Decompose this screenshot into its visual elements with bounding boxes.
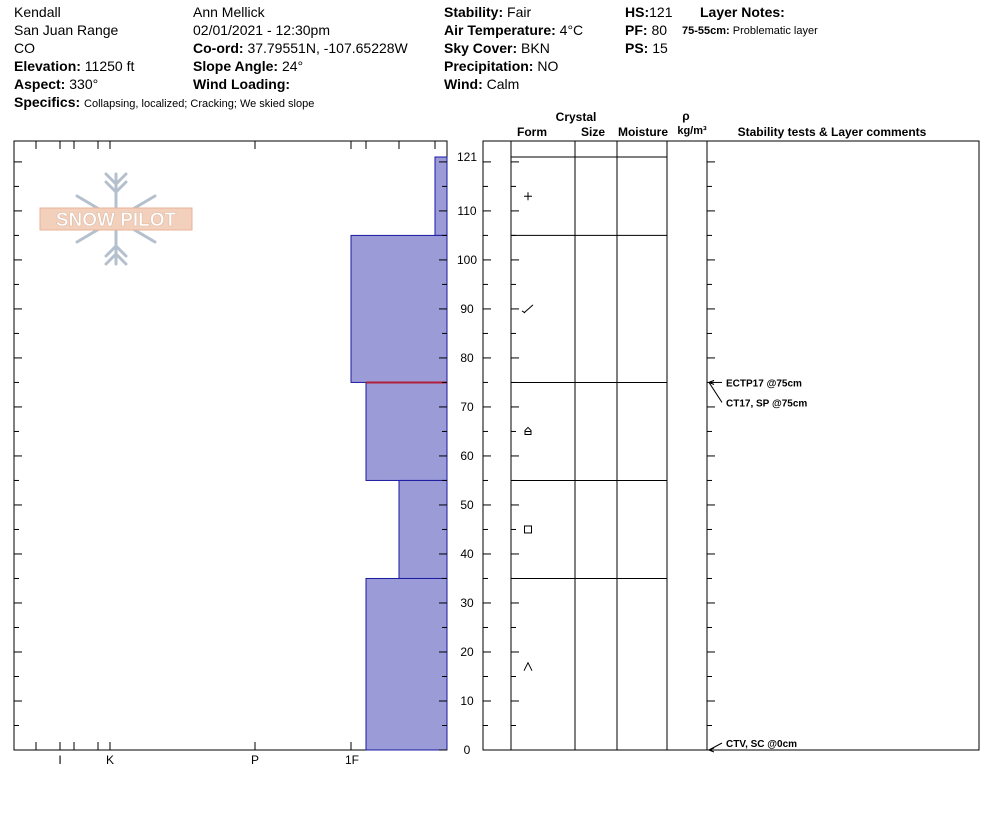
slope-value: 24° xyxy=(281,58,304,74)
layer-note-text: Problematic layer xyxy=(732,25,818,37)
stability-value: Fair xyxy=(507,4,532,20)
ps-value: 15 xyxy=(652,40,668,56)
height-label: 10 xyxy=(460,693,474,708)
hardness-bar xyxy=(351,235,447,382)
height-label: 50 xyxy=(460,497,474,512)
layer-notes-label-text: Layer Notes: xyxy=(700,4,785,20)
observer: Ann Mellick xyxy=(193,4,265,20)
mixed-form-icon xyxy=(525,427,531,434)
table-ticks xyxy=(483,162,715,750)
stability-test-label: CTV, SC @0cm xyxy=(726,739,798,750)
air-temp-value: 4°C xyxy=(559,22,584,38)
hardness-label: K xyxy=(105,753,115,767)
test-arrow-line xyxy=(709,382,722,402)
wind-label: Wind: xyxy=(444,76,483,92)
size-header: Size xyxy=(580,125,606,139)
hardness-label: P xyxy=(250,753,260,767)
pf-label: PF: xyxy=(625,22,648,38)
precip-value: NO xyxy=(537,58,559,74)
slope-label: Slope Angle: xyxy=(193,58,279,74)
moisture-header: Moisture xyxy=(617,125,669,139)
hardness-bar xyxy=(366,382,447,480)
height-label: 121 xyxy=(456,150,478,164)
elevation-label: Elevation: xyxy=(14,58,81,74)
aspect-value: 330° xyxy=(69,76,99,92)
hardness-label: I xyxy=(58,753,62,767)
air-temp-label: Air Temperature: xyxy=(444,22,556,38)
hs-label: HS: xyxy=(625,4,650,20)
coord-label: Co-ord: xyxy=(193,40,244,56)
state: CO xyxy=(14,40,35,56)
coord-value: 37.79551N, -107.65228W xyxy=(247,40,408,56)
sky-label: Sky Cover: xyxy=(444,40,518,56)
range: San Juan Range xyxy=(14,22,119,38)
form-header: Form xyxy=(517,125,547,139)
hardness-bar xyxy=(399,480,447,578)
depth-hoar-icon xyxy=(524,663,532,671)
wind-value: Calm xyxy=(486,76,520,92)
stability-tests xyxy=(709,378,807,752)
elevation-value: 11250 ft xyxy=(84,58,135,74)
sky-value: BKN xyxy=(521,40,550,56)
height-label: 100 xyxy=(456,252,478,267)
layer-lines xyxy=(511,157,667,578)
stability-label: Stability: xyxy=(444,4,504,20)
rho-header: ρ xyxy=(682,109,690,123)
specifics-label: Specifics: xyxy=(14,94,81,110)
height-label: 20 xyxy=(460,644,474,659)
height-label: 0 xyxy=(463,743,471,757)
hardness-label: 1F xyxy=(344,753,360,767)
aspect-label: Aspect: xyxy=(14,76,66,92)
stability-test-label: CT17, SP @75cm xyxy=(726,398,808,410)
layer-note-range: 75-55cm: xyxy=(682,25,730,37)
decomposing-fragment-icon xyxy=(522,305,533,313)
ps-label: PS: xyxy=(625,40,649,56)
crystal-header: Crystal xyxy=(555,110,597,124)
location: Kendall xyxy=(14,4,61,20)
grain-symbols xyxy=(522,192,533,670)
height-label: 70 xyxy=(460,399,474,414)
pf-value: 80 xyxy=(651,22,668,38)
height-label: 40 xyxy=(460,546,474,561)
height-label: 90 xyxy=(460,301,474,316)
datetime: 02/01/2021 - 12:30pm xyxy=(193,22,330,38)
precipitation-particle-icon xyxy=(524,192,532,200)
height-label: 60 xyxy=(460,448,474,463)
hs-value: 121 xyxy=(649,4,673,20)
height-label: 110 xyxy=(457,203,477,218)
layer-table-frame xyxy=(483,141,979,750)
height-label: 30 xyxy=(460,595,474,610)
hardness-bar xyxy=(366,578,447,750)
wind-loading-label: Wind Loading: xyxy=(193,76,291,92)
comments-header: Stability tests & Layer comments xyxy=(737,125,927,139)
hardness-bars xyxy=(351,157,447,750)
logo-text: SNOW PILOT xyxy=(55,210,177,231)
snowpilot-logo xyxy=(40,174,192,264)
hardness-bar xyxy=(435,157,447,235)
height-label: 80 xyxy=(460,350,474,365)
specifics-value: Collapsing, localized; Cracking; We skied slope xyxy=(84,98,315,110)
faceted-crystal-icon xyxy=(525,526,532,533)
density-unit-header: kg/m³ xyxy=(677,125,707,137)
precip-label: Precipitation: xyxy=(444,58,534,74)
stability-test-label: ECTP17 @75cm xyxy=(726,378,802,390)
